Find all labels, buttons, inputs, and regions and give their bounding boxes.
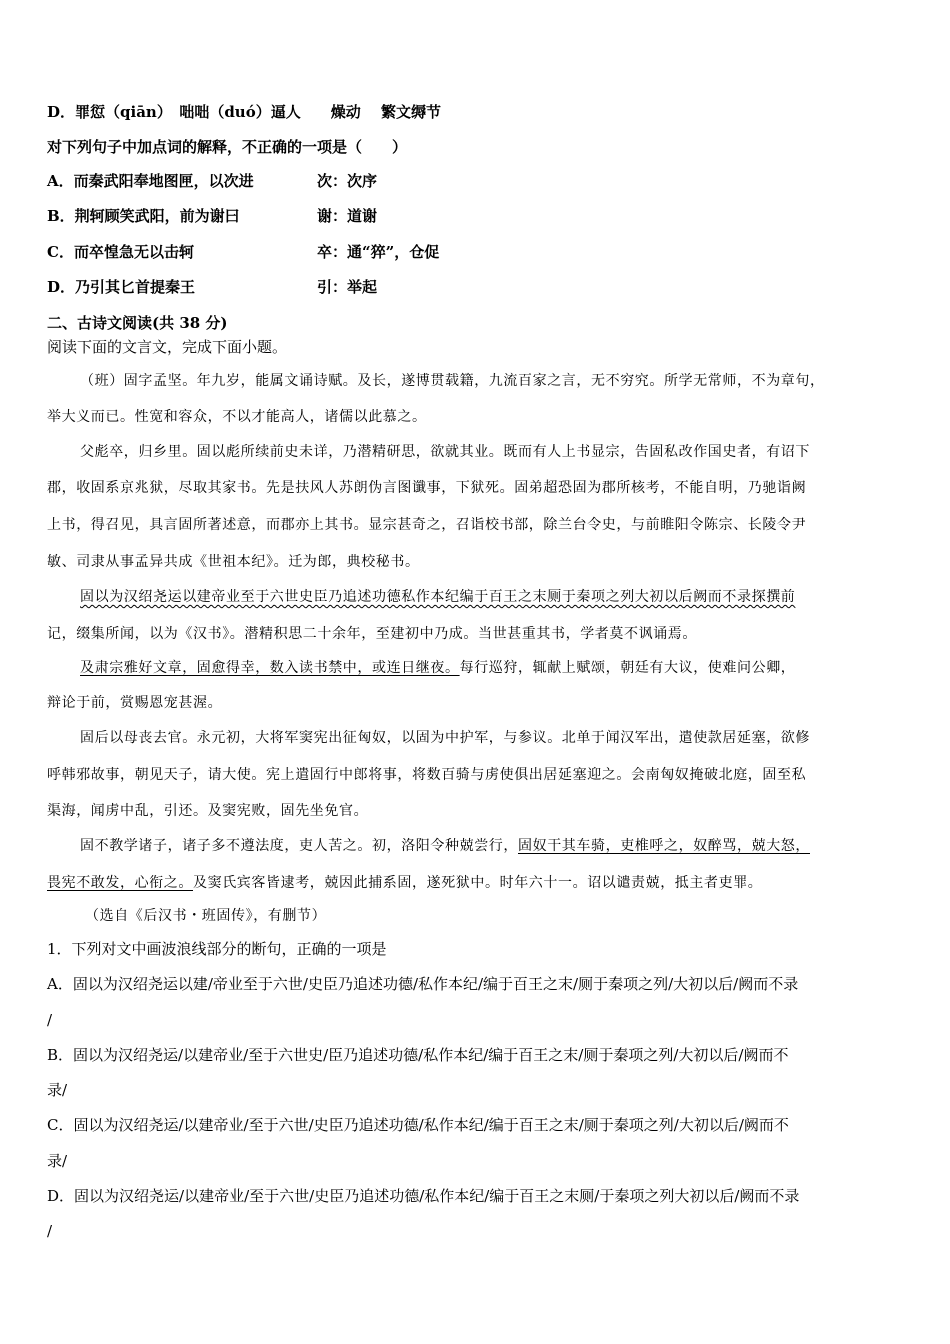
- option-a-text: A．而秦武阳奉地图匣，以次进: [47, 172, 254, 190]
- option-b: [47, 206, 377, 226]
- option-b-gloss: 谢：道谢: [317, 207, 378, 225]
- option-a: [47, 171, 377, 191]
- option-c-text: C．而卒惶急无以击轲: [47, 243, 194, 261]
- passage-line: 固后以母丧去官。永元初，大将军窦宪出征匈奴，以固为中护军，与参议。北单于闻汉军出，遣使款居延塞，欲修: [80, 730, 810, 746]
- passage-line: 呼韩邪故事，朝见天子，请大使。宪上遣固行中郎将事，将数百骑与虏使俱出居延塞迎之。会南匈奴掩破北庭，固至私: [47, 767, 807, 783]
- q1-option-a: A．固以为汉绍尧运以建/帝业至于六世/史臣乃追述功德/私作本纪/编于百王之末/厕于秦项之列/大初以后/阙而不录: [47, 975, 799, 993]
- passage-line: 敏、司隶从事孟异共成《世祖本纪》。迁为郎，典校秘书。: [47, 554, 420, 570]
- q1-option-d: D．固以为汉绍尧运/以建帝业/至于六世/史臣乃追述功德/私作本纪/编于百王之末厕/于秦项之列大初以后/阙而不录: [47, 1187, 800, 1205]
- passage-line: 举大义而已。性宽和容众，不以才能高人，诸儒以此慕之。: [47, 409, 427, 425]
- passage-text: 及窦氏宾客皆逮考，兢因此捕系固，遂死狱中。时年六十一。诏以谴责兢，抵主者吏罪。: [193, 875, 763, 891]
- passage-text: 固不教学诸子，诸子多不遵法度，吏人苦之。初，洛阳令种兢尝行，: [80, 838, 518, 854]
- question-1-stem: 1．下列对文中画波浪线部分的断句，正确的一项是: [47, 940, 387, 958]
- option-d: [47, 277, 377, 297]
- option-d-gloss: 引：举起: [317, 278, 378, 296]
- q1-option-c: C．固以为汉绍尧运/以建帝业/至于六世/史臣乃追述功德/私作本纪/编于百王之末/厕于秦项之列/大初以后/阙而不: [47, 1116, 789, 1134]
- q1-option-d-cont: /: [47, 1222, 53, 1240]
- option-c: [47, 242, 439, 262]
- q1-option-b: B．固以为汉绍尧运/以建帝业/至于六世史/臣乃追述功德/私作本纪/编于百王之末/厕于秦项之列/大初以后/阙而不: [47, 1046, 789, 1064]
- option-b-text: B．荆轲顾笑武阳，前为谢曰: [47, 207, 240, 225]
- passage-line: 父彪卒，归乡里。固以彪所续前史未详，乃潜精研思，欲就其业。既而有人上书显宗，告固私改作国史者，有诏下: [80, 444, 810, 460]
- question-stem-dotted-words: 对下列句子中加点词的解释，不正确的一项是（ ）: [47, 138, 408, 156]
- q1-option-c-cont: 录/: [47, 1152, 68, 1170]
- q1-option-b-cont: 录/: [47, 1081, 68, 1099]
- section-title: 二、古诗文阅读(共 38 分): [47, 314, 228, 332]
- passage-source: （选自《后汉书・班固传》，有删节）: [85, 908, 327, 924]
- passage-line: 记，缀集所闻，以为《汉书》。潜精积思二十余年，至建初中乃成。当世甚重其书，学者莫不讽诵焉。: [47, 626, 697, 642]
- option-a-gloss: 次：次序: [317, 172, 378, 190]
- option-d-text: D．乃引其匕首提秦王: [47, 278, 196, 296]
- question-option-d-top: D．罪愆（qiān） 咄咄（duó）逼人 燥动 繁文缛节: [47, 103, 441, 121]
- q1-option-a-cont: /: [47, 1011, 53, 1029]
- option-c-gloss: 卒：通“猝”，仓促: [317, 243, 440, 261]
- passage-underlined-sentence: 及肃宗雅好文章，固愈得幸，数入读书禁中，或连日继夜。: [80, 660, 460, 676]
- passage-wavy-line: 固以为汉绍尧运以建帝业至于六世史臣乃追述功德私作本纪编于百王之末厕于秦项之列大初以后阙而不录探撰前: [80, 589, 796, 605]
- passage-line: 辩论于前，赏赐恩宠甚渥。: [47, 695, 223, 711]
- passage-line: [80, 836, 810, 856]
- passage-line: 郡，收固系京兆狱，尽取其家书。先是扶风人苏朗伪言图谶事，下狱死。固弟超恐固为郡所核考，不能自明，乃驰诣阙: [47, 480, 807, 496]
- section-instruction: 阅读下面的文言文，完成下面小题。: [47, 338, 288, 356]
- passage-line: 渠海，闻虏中乱，引还。及窦宪败，固先坐免官。: [47, 803, 369, 819]
- passage-line: （班）固字孟坚。年九岁，能属文诵诗赋。及长，遂博贯载籍，九流百家之言，无不穷究。所学无常师，不为章句，: [80, 373, 825, 389]
- passage-underlined-sentence: 畏宪不敢发，心衔之。: [47, 875, 193, 891]
- passage-line: [47, 873, 762, 893]
- passage-line: 上书，得召见，具言固所著述意，而郡亦上其书。显宗甚奇之，召诣校书部，除兰台令史，与前睢阳令陈宗、长陵令尹: [47, 517, 807, 533]
- passage-underlined-sentence: 固奴干其车骑，吏椎呼之，奴醉骂，兢大怒，: [518, 838, 810, 854]
- passage-text: 每行巡狩，辄献上赋颂，朝廷有大议，使难问公卿，: [459, 660, 796, 676]
- passage-line: [80, 658, 795, 678]
